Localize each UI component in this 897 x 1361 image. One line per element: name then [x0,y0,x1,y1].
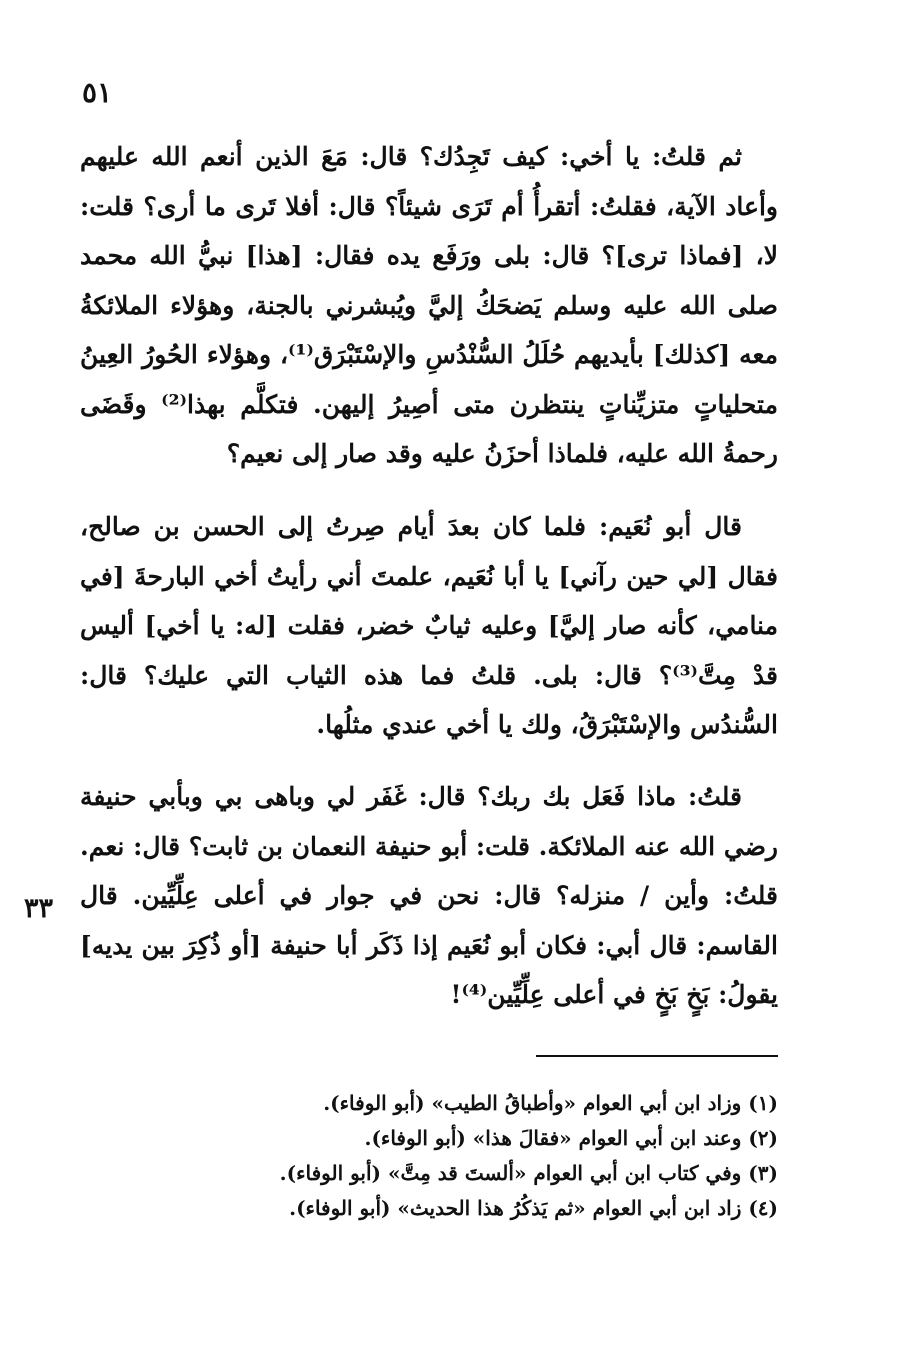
footnote-separator [536,1055,778,1057]
body-paragraph-3 [80,772,778,1020]
paragraph-text: ثم قلتُ: يا أخي: كيف تَجِدُك؟ قال: مَعَ الذين أنعم الله عليهم وأعاد الآية، فقلتُ: أتقرأُ أم تَرَى شيئاً؟ قال: أفلا تَرى ما أرى؟ قلت: لا، [فماذا ترى]؟ قال: بلى ورَفَع يده فقال: [هذا] نبيُّ الله محمد صلى الله عليه وسلم يَضحَكُ إليَّ ويُبشرني بالجنة، وهؤلاء الملائكةُ معه [كذلك] بأيديهم حُلَلُ السُّنْدُسِ والإسْتَبْرَق⁽¹⁾، وهؤلاء الحُورُ العِينُ متحلياتٍ متزيِّناتٍ ينتظرن متى أصِيرُ إليهن. فتكلَّم بهذا⁽²⁾ وقَضَى رحمةُ الله عليه، فلماذا أحزَنُ عليه وقد صار إلى نعيم؟ [80,142,778,468]
paragraph-text: قلتُ: ماذا فَعَل بك ربك؟ قال: غَفَر لي وباهى بي وبأبي حنيفة رضي الله عنه الملائكة. قلت: أبو حنيفة النعمان بن ثابت؟ قال: نعم. قلتُ: وأين / منزله؟ قال: نحن في جوار في أعلى عِلِّيِّين. قال القاسم: قال أبي: فكان أبو نُعَيم إذا ذَكَر أبا حنيفة [أو ذُكِرَ بين يديه] يقولُ: بَخٍ بَخٍ في أعلى عِلِّيِّين⁽⁴⁾! [80,782,778,1009]
paragraph-text: قال أبو نُعَيم: فلما كان بعدَ أيام صِرتُ إلى الحسن بن صالح، فقال [لي حين رآني] يا أبا نُعَيم، علمتَ أني رأيتُ أخي البارحةَ [في منامي، كأنه صار إليَّ] وعليه ثيابٌ خضر، فقلت [له: يا أخي] أليس قدْ مِتَّ⁽³⁾؟ قال: بلى. قلتُ فما هذه الثياب التي عليك؟ قال: السُّندُس والإسْتَبْرَقُ، ولك يا أخي عندي مثلُها. [80,512,778,739]
footnote-2: (٢) وعند ابن أبي العوام «فقالَ هذا» (أبو الوفاء). [364,1126,778,1150]
body-paragraph-1 [80,132,778,479]
footnotes [250,1086,778,1226]
page-number: ٥١ [82,76,113,109]
body-paragraph-2 [80,502,778,750]
footnote-3: (٣) وفي كتاب ابن أبي العوام «ألستَ قد مِتَّ» (أبو الوفاء). [279,1161,778,1185]
footnote-4: (٤) زاد ابن أبي العوام «ثم يَذكُرُ هذا الحديث» (أبو الوفاء). [289,1196,778,1220]
margin-reference-number: ٣٣ [24,893,54,924]
footnote-1: (١) وزاد ابن أبي العوام «وأطباقُ الطيب» (أبو الوفاء). [323,1091,778,1115]
